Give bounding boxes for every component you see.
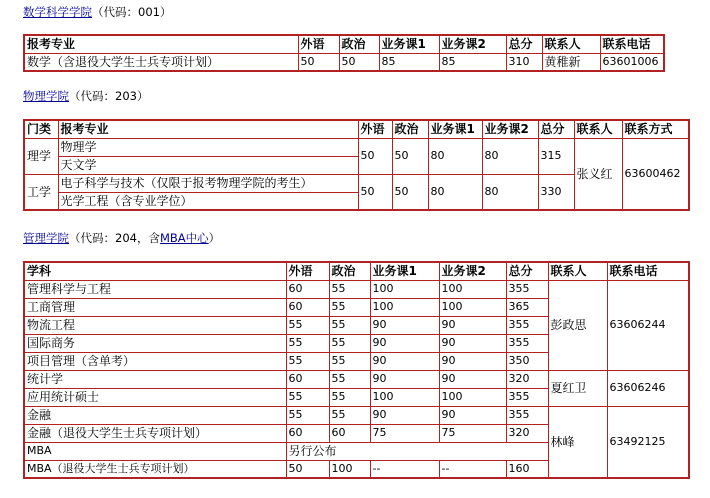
mgmt-header: 外语 xyxy=(286,262,329,280)
score-cell: 160 xyxy=(506,460,548,478)
math-header: 联系电话 xyxy=(600,35,664,53)
score-cell: 55 xyxy=(329,406,370,424)
math-header: 联系人 xyxy=(542,35,600,53)
phone-cell: 63606246 xyxy=(607,370,689,406)
score-cell: 60 xyxy=(329,424,370,442)
score-cell: 75 xyxy=(370,424,439,442)
score-cell: 55 xyxy=(286,316,329,334)
score-cell: 100 xyxy=(439,298,506,316)
score-cell: 55 xyxy=(286,352,329,370)
contact-cell: 黄稚新 xyxy=(542,53,600,71)
score-cell: 80 xyxy=(482,138,538,174)
score-cell: 365 xyxy=(506,298,548,316)
mgmt-header: 总分 xyxy=(506,262,548,280)
score-cell: 50 xyxy=(298,53,339,71)
score-cell: 355 xyxy=(506,316,548,334)
score-cell: 355 xyxy=(506,406,548,424)
math-section-title xyxy=(23,4,171,20)
score-cell: 60 xyxy=(286,424,329,442)
subject-cell: MBA xyxy=(24,442,286,460)
score-cell: 55 xyxy=(329,316,370,334)
physics-header: 门类 xyxy=(24,120,58,138)
subject-cell: 工商管理 xyxy=(24,298,286,316)
score-cell: 60 xyxy=(286,280,329,298)
score-cell: 90 xyxy=(439,316,506,334)
phone-cell: 63492125 xyxy=(607,406,689,478)
math-code: （代码：001） xyxy=(92,5,172,19)
score-cell: 80 xyxy=(428,138,482,174)
score-cell: -- xyxy=(439,460,506,478)
score-cell: 320 xyxy=(506,424,548,442)
contact-cell: 彭政思 xyxy=(548,280,607,370)
math-header: 业务课1 xyxy=(379,35,439,53)
mgmt-header: 政治 xyxy=(329,262,370,280)
subject-cell: 应用统计硕士 xyxy=(24,388,286,406)
contact-cell: 张义红 xyxy=(574,138,622,210)
physics-header: 业务课1 xyxy=(428,120,482,138)
score-cell: 310 xyxy=(506,53,542,71)
physics-header: 政治 xyxy=(392,120,428,138)
mgmt-code-suffix: ） xyxy=(208,231,221,245)
announce-cell: 另行公布 xyxy=(286,442,548,460)
mgmt-school-link[interactable]: 管理学院 xyxy=(23,231,69,245)
score-cell: 100 xyxy=(370,388,439,406)
score-cell: 50 xyxy=(358,138,392,174)
subject-cell: 项目管理（含单考） xyxy=(24,352,286,370)
mgmt-section-title xyxy=(23,230,220,246)
score-cell: 50 xyxy=(286,460,329,478)
physics-header: 报考专业 xyxy=(58,120,358,138)
physics-header: 联系人 xyxy=(574,120,622,138)
score-cell: 90 xyxy=(439,352,506,370)
subject-cell: 金融（退役大学生士兵专项计划） xyxy=(24,424,286,442)
score-cell: -- xyxy=(370,460,439,478)
contact-cell: 夏红卫 xyxy=(548,370,607,406)
score-cell: 100 xyxy=(370,298,439,316)
score-cell: 315 xyxy=(538,138,574,174)
table-row xyxy=(24,406,689,424)
score-cell: 55 xyxy=(286,334,329,352)
category-cell: 工学 xyxy=(24,174,58,210)
score-cell: 320 xyxy=(506,370,548,388)
score-cell: 55 xyxy=(329,280,370,298)
subject-cell: 金融 xyxy=(24,406,286,424)
score-cell: 100 xyxy=(370,280,439,298)
score-cell: 55 xyxy=(329,298,370,316)
mba-center-link[interactable]: MBA中心 xyxy=(159,231,209,245)
score-cell: 85 xyxy=(379,53,439,71)
score-cell: 85 xyxy=(439,53,506,71)
phone-cell: 63601006 xyxy=(600,53,664,71)
mgmt-header: 业务课1 xyxy=(370,262,439,280)
score-cell: 80 xyxy=(428,174,482,210)
score-cell: 80 xyxy=(482,174,538,210)
score-cell: 100 xyxy=(439,280,506,298)
phone-cell: 63606244 xyxy=(607,280,689,370)
table-row xyxy=(24,138,689,156)
score-cell: 55 xyxy=(286,406,329,424)
mgmt-header: 业务课2 xyxy=(439,262,506,280)
math-header: 外语 xyxy=(298,35,339,53)
score-cell: 60 xyxy=(286,298,329,316)
math-header: 总分 xyxy=(506,35,542,53)
score-cell: 60 xyxy=(286,370,329,388)
score-cell: 75 xyxy=(439,424,506,442)
score-cell: 355 xyxy=(506,280,548,298)
physics-school-link[interactable]: 物理学院 xyxy=(23,89,69,103)
score-cell: 355 xyxy=(506,334,548,352)
score-cell: 55 xyxy=(329,388,370,406)
score-cell: 90 xyxy=(439,334,506,352)
subject-cell: 管理科学与工程 xyxy=(24,280,286,298)
major-cell: 物理学 xyxy=(58,138,358,156)
subject-cell: 统计学 xyxy=(24,370,286,388)
major-cell: 电子科学与技术（仅限于报考物理学院的考生） xyxy=(58,174,358,192)
mgmt-table xyxy=(23,261,690,479)
score-cell: 355 xyxy=(506,388,548,406)
physics-header: 总分 xyxy=(538,120,574,138)
subject-cell: 国际商务 xyxy=(24,334,286,352)
score-cell: 90 xyxy=(370,370,439,388)
score-cell: 50 xyxy=(392,138,428,174)
subject-cell: MBA（退役大学生士兵专项计划） xyxy=(24,460,286,478)
score-cell: 100 xyxy=(329,460,370,478)
math-header: 业务课2 xyxy=(439,35,506,53)
math-header: 报考专业 xyxy=(24,35,298,53)
contact-cell: 林峰 xyxy=(548,406,607,478)
phone-cell: 63600462 xyxy=(622,138,689,210)
subject-cell: 物流工程 xyxy=(24,316,286,334)
score-cell: 90 xyxy=(439,406,506,424)
score-cell: 50 xyxy=(339,53,379,71)
table-row xyxy=(24,370,689,388)
major-cell: 天文学 xyxy=(58,156,358,174)
score-cell: 90 xyxy=(370,334,439,352)
score-cell: 55 xyxy=(329,334,370,352)
math-table xyxy=(23,34,665,72)
mgmt-code-prefix: （代码：204，含 xyxy=(69,231,160,245)
mgmt-header: 联系电话 xyxy=(607,262,689,280)
physics-code: （代码：203） xyxy=(69,89,149,103)
physics-header: 联系方式 xyxy=(622,120,689,138)
score-cell: 55 xyxy=(329,370,370,388)
major-cell: 数学（含退役大学生士兵专项计划） xyxy=(24,53,298,71)
score-cell: 90 xyxy=(439,370,506,388)
score-cell: 90 xyxy=(370,406,439,424)
category-cell: 理学 xyxy=(24,138,58,174)
mgmt-header: 学科 xyxy=(24,262,286,280)
table-row xyxy=(24,280,689,298)
physics-table xyxy=(23,119,690,211)
mgmt-header: 联系人 xyxy=(548,262,607,280)
physics-header: 业务课2 xyxy=(482,120,538,138)
score-cell: 55 xyxy=(329,352,370,370)
score-cell: 90 xyxy=(370,352,439,370)
math-school-link[interactable]: 数学科学学院 xyxy=(23,5,92,19)
table-row xyxy=(24,53,664,71)
score-cell: 100 xyxy=(439,388,506,406)
score-cell: 50 xyxy=(392,174,428,210)
score-cell: 350 xyxy=(506,352,548,370)
math-header: 政治 xyxy=(339,35,379,53)
physics-section-title xyxy=(23,88,148,104)
physics-header: 外语 xyxy=(358,120,392,138)
score-cell: 330 xyxy=(538,174,574,210)
score-cell: 90 xyxy=(370,316,439,334)
score-cell: 55 xyxy=(286,388,329,406)
score-cell: 50 xyxy=(358,174,392,210)
major-cell: 光学工程（含专业学位） xyxy=(58,192,358,210)
